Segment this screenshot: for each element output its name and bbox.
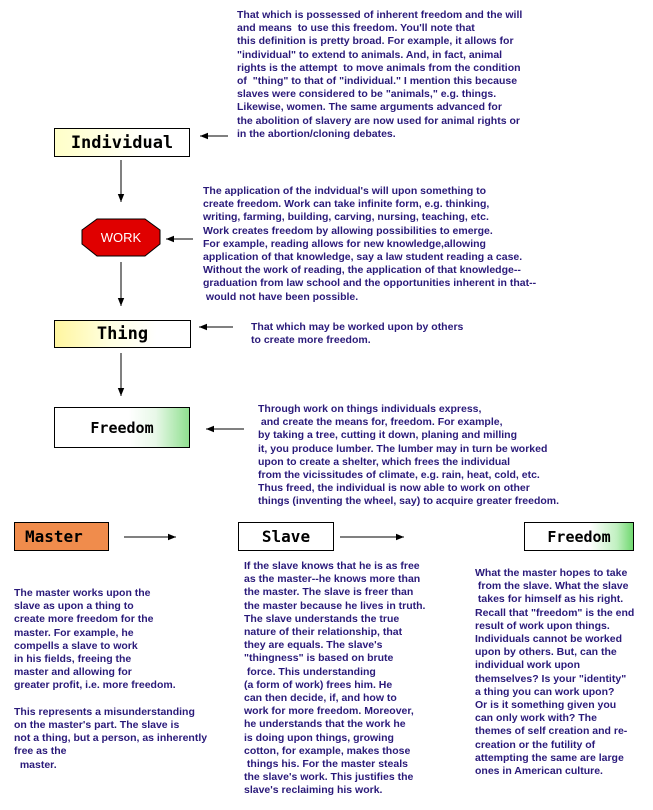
freedom-description-note: What the master hopes to take from the slave. What the slave takes for himself as his right. Recall that "freedom" is the end result of work upon things. Individuals cannot be worked upon by others. But, can the individual work upon themselves? Is your "identity" a thing you can work upon? Or is it something given you can only work with? The themes of self creation and re- creation or the futility of attempting the same are large ones in American culture. xyxy=(475,567,635,778)
thing-node: Thing xyxy=(54,320,191,348)
individual-definition-note: That which is possessed of inherent freedom and the will and means to use this freedom. You'll note that this definition is pretty broad. For example, it allows for "individual" to extend to animals. And, in fact, animal rights is the attempt to move animals from the condition of "thing" to that of "individual." I mention this because slaves were considered to be "animals," e.g. things. Likewise, women. The same arguments advanced for the abolition of slavery are now used for animal rights or in the abortion/cloning debates. xyxy=(237,9,523,140)
master-description-note: The master works upon the slave as upon a thing to create more freedom for the master. For example, he compells a slave to work in his fields, freeing the master and allowing for greater profit, i.e. more freedom. This represents a misunderstanding on the master's part. The slave is not a thing, but a person, as inherently free as the master. xyxy=(14,587,208,771)
work-definition-note: The application of the indvidual's will upon something to create freedom. Work can take infinite form, e.g. thinking, writing, farming, building, carving, nursing, teaching, etc. Work creates freedom by allowing possibilities to emerge. For example, reading allows for new knowledge,allowing application of that knowledge, say a law student reading a case. Without the work of reading, the application of that knowledge-- graduation from law school and the opportunities inherent in that-- would not have been possible. xyxy=(203,185,537,303)
master-node: Master xyxy=(14,522,109,551)
individual-node: Individual xyxy=(54,128,190,157)
freedom-definition-note: Through work on things individuals express, and create the means for, freedom. For example, by taking a tree, cutting it down, planing and milling it, you produce lumber. The lumber may in turn be worked upon to create a shelter, which frees the individual from the vicissitudes of climate, e.g. rain, heat, cold, etc. Thus freed, the individual is now able to work on other things (inventing the wheel, say) to acquire greater freedom. xyxy=(258,403,560,508)
slave-node: Slave xyxy=(238,522,334,551)
thing-definition-note: That which may be worked upon by others to create more freedom. xyxy=(251,321,464,347)
work-node-label: WORK xyxy=(100,229,142,245)
slave-description-note: If the slave knows that he is as free as the master--he knows more than the master. The slave is freer than the master because he lives in truth. The slave understands the true nature of their relationship, that they are equals. The slave's "thingness" is based on brute force. This understanding (a form of work) frees him. He can then decide, if, and how to work for more freedom. Moreover, he understands that the work he is doing upon things, growing cotton, for example, makes those things his. For the master steals the slave's work. This justifies the slave's reclaiming his work. xyxy=(244,560,426,797)
freedom-node-bottom: Freedom xyxy=(524,522,634,551)
freedom-node-top: Freedom xyxy=(54,407,190,448)
